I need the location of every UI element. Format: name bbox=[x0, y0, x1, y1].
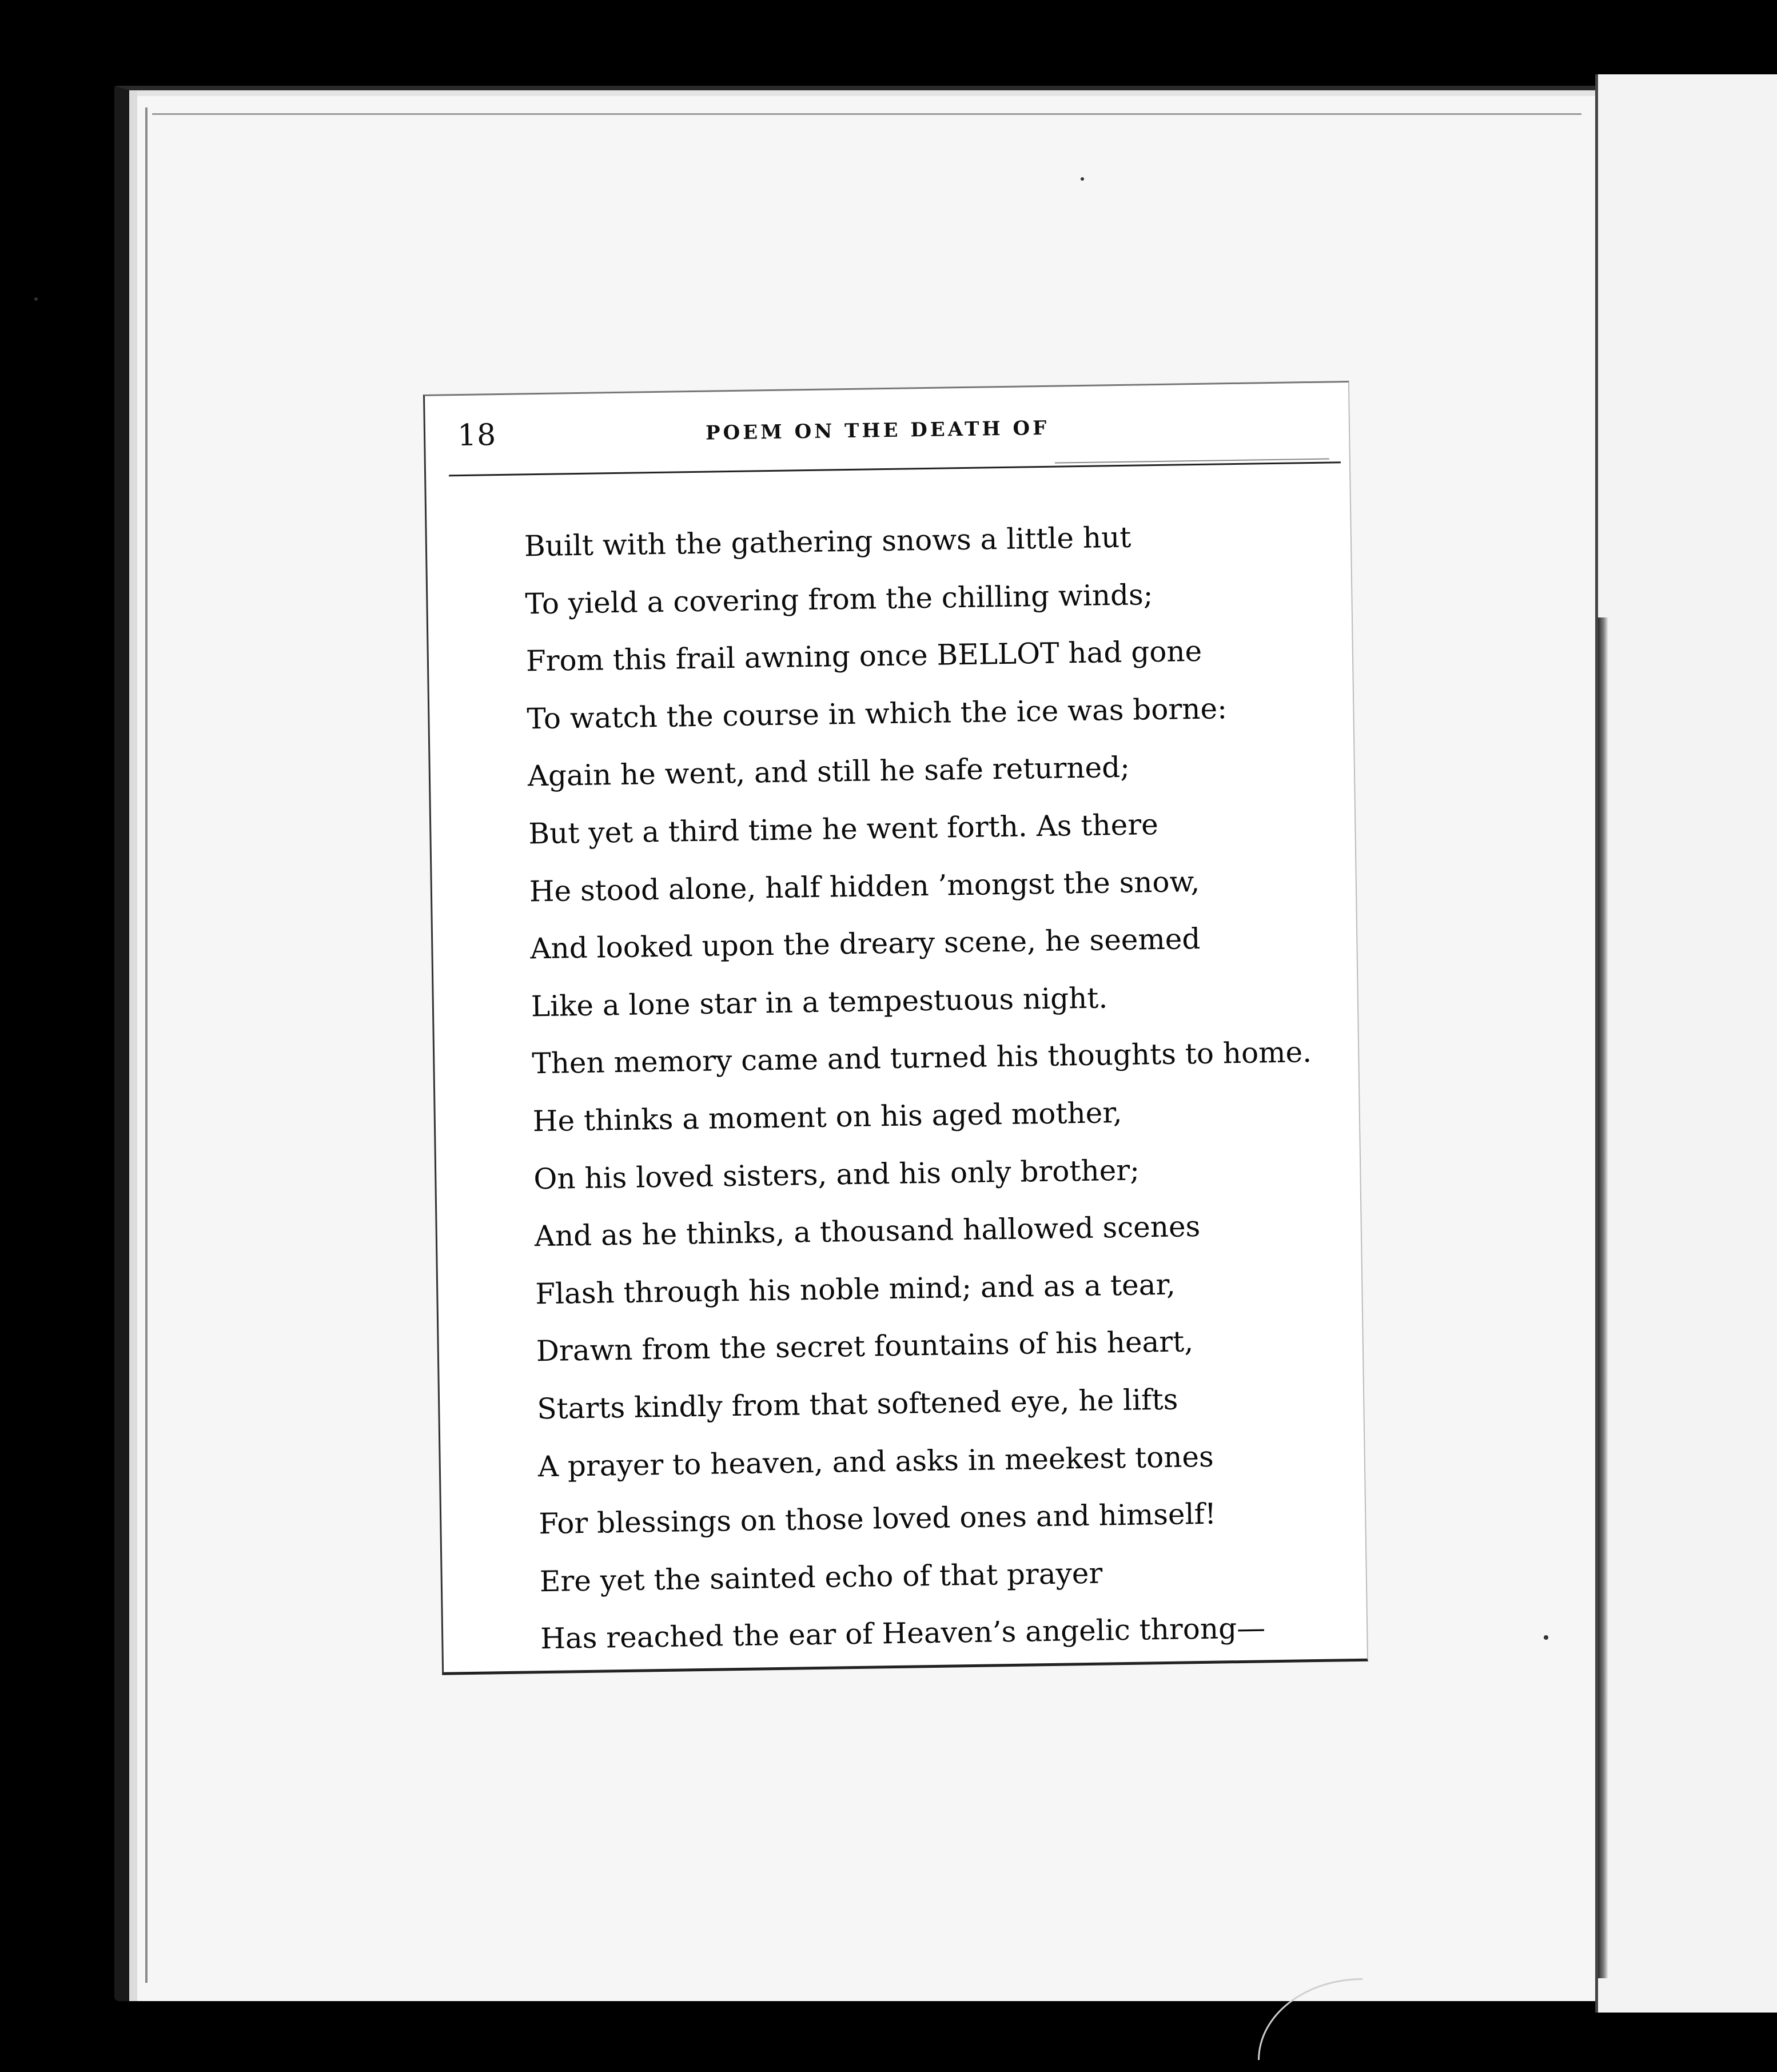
poem-line: Again he went, and still he safe returned; bbox=[527, 751, 1130, 793]
poem-line: He stood alone, half hidden ’mongst the snow, bbox=[529, 864, 1200, 908]
poem-line: Drawn from the secret fountains of his heart, bbox=[536, 1325, 1194, 1368]
scan-speck bbox=[34, 297, 38, 301]
poem-line: Then memory came and turned his thoughts to home. bbox=[531, 1035, 1312, 1081]
poem-line: And as he thinks, a thousand hallowed scenes bbox=[534, 1210, 1201, 1253]
scan-speck bbox=[1081, 177, 1084, 181]
poem-line: Built with the gathering snows a little hut bbox=[524, 520, 1131, 563]
poem-line: He thinks a moment on his aged mother, bbox=[532, 1095, 1122, 1138]
book-page bbox=[423, 381, 1368, 1675]
poem-line: And looked upon the dreary scene, he seemed bbox=[529, 922, 1201, 966]
poem-line: Flash through his noble mind; and as a tear, bbox=[535, 1268, 1176, 1310]
page-number: 18 bbox=[457, 418, 497, 453]
poem-line: On his loved sisters, and his only brother; bbox=[533, 1153, 1140, 1196]
poem-line: To watch the course in which the ice was borne: bbox=[527, 691, 1228, 736]
head-rule bbox=[449, 461, 1341, 476]
leaf-edge-left bbox=[145, 107, 148, 1983]
adjacent-leaf-shadow bbox=[1598, 617, 1608, 1978]
poem-line: Like a lone star in a tempestuous night. bbox=[531, 981, 1108, 1023]
poem-body bbox=[524, 505, 1353, 1668]
poem-line: Starts kindly from that softened eye, he lifts bbox=[536, 1382, 1178, 1426]
poem-line: For blessings on those loved ones and himself! bbox=[538, 1497, 1217, 1541]
poem-line: But yet a third time he went forth. As there bbox=[528, 807, 1159, 851]
poem-line: Ere yet the sainted echo of that prayer bbox=[539, 1556, 1103, 1598]
adjacent-leaf bbox=[1595, 74, 1777, 2013]
scan-speck bbox=[1544, 1635, 1548, 1640]
poem-line: A prayer to heaven, and asks in meekest tones bbox=[537, 1440, 1214, 1483]
running-head bbox=[425, 405, 1349, 465]
poem-line: To yield a covering from the chilling winds; bbox=[525, 577, 1153, 620]
poem-line: Has reached the ear of Heaven’s angelic throng— bbox=[540, 1611, 1266, 1656]
poem-line: From this frail awning once BELLOT had gone bbox=[525, 635, 1202, 678]
leaf-edge-top bbox=[152, 113, 1581, 115]
running-head-title: POEM ON THE DEATH OF bbox=[705, 416, 1050, 445]
